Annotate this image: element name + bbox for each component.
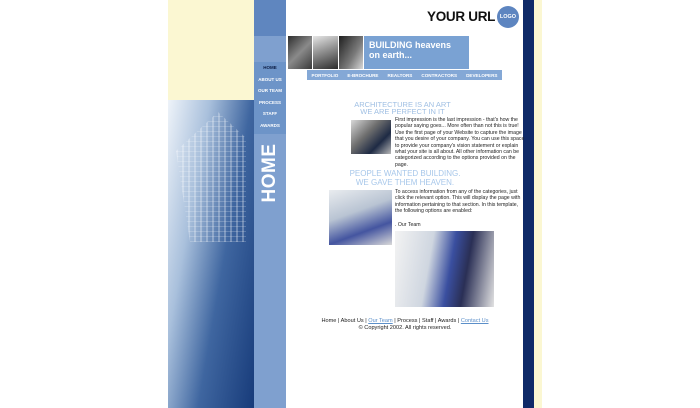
access-paragraph: To access information from any of the categories, just click the relevant option. This will display the page with information pertaining to that section. In this template, the following options are enabled: [395, 189, 521, 215]
meeting-photo [351, 120, 391, 154]
heading-line: ARCHITECTURE IS AN ART [354, 100, 451, 109]
sidebar-item-about-us[interactable]: ABOUT US [258, 76, 282, 82]
footer [300, 318, 510, 332]
heading-line: WE ARE PERFECT IN IT [360, 107, 445, 116]
footer-link-home[interactable]: Home [321, 318, 337, 324]
tab-contractors[interactable]: CONTRACTORS [421, 72, 458, 78]
sidebar-item-staff[interactable]: STAFF [262, 111, 278, 116]
tab-developers[interactable]: DEVELOPERS [466, 72, 498, 78]
footer-link-our-team[interactable]: Our Team [368, 318, 393, 324]
tab-realtors[interactable]: REALTORS [387, 72, 413, 78]
banner-tagline [369, 40, 469, 60]
header-photo-strip [288, 36, 364, 69]
sidebar-top-block [254, 0, 286, 36]
sidebar-item-process[interactable]: PROCESS [258, 99, 281, 105]
heading-line: WE GAVE THEM HEAVEN. [355, 177, 455, 187]
vertical-page-title [256, 140, 284, 206]
sidebar-item-our-team[interactable]: OUR TEAM [258, 88, 282, 93]
top-nav-tabs [307, 70, 502, 80]
vertical-page-title-text: HOME [259, 143, 280, 203]
site-logo-text[interactable]: YOUR URL [427, 9, 496, 24]
tab-portfolio[interactable]: PORTFOLIO [311, 72, 339, 78]
tab-e-brochure[interactable]: E-BROCHURE [347, 72, 379, 78]
header-photo [288, 36, 313, 69]
footer-link-awards[interactable]: Awards [437, 318, 457, 324]
header-photo [339, 36, 364, 69]
hallway-photo [395, 231, 494, 307]
sidebar-menu [254, 62, 286, 134]
footer-link-staff[interactable]: Staff [422, 318, 434, 324]
footer-link-contact-us[interactable]: Contact Us [460, 318, 489, 324]
banner-line-1: BUILDING heavens [369, 40, 452, 50]
header-photo [313, 36, 338, 69]
lobby-photo [329, 190, 392, 245]
banner-line-2: on earth... [369, 50, 413, 60]
copyright-text: © Copyright 2002. All rights reserved. [358, 325, 452, 331]
sidebar-item-awards[interactable]: AWARDS [260, 122, 280, 128]
sidebar-item-home[interactable]: HOME [263, 65, 277, 70]
right-cream-stripe [534, 0, 542, 408]
section-heading-architecture [330, 101, 475, 115]
logo-badge[interactable]: LOGO [497, 6, 519, 28]
team-link-label[interactable]: . Our Team [395, 222, 421, 228]
footer-link-about-us[interactable]: About Us [340, 318, 364, 324]
intro-paragraph: First impression is the last impression - that's how the popular saying goes... More often than not this is true! Use the first page of your Website to capture the image that you desire of your company. You can use this space to provide your company's vision statement or explain what your site is all about. All other information can be categorized according to the options provided on the page. [395, 117, 525, 168]
footer-links: Home | About Us | Our Team | Process | Staff | Awards | Contact Us [321, 318, 489, 324]
heading-line: PEOPLE WANTED BUILDING. [349, 169, 461, 178]
footer-link-process[interactable]: Process [397, 318, 418, 324]
section-heading-people [345, 170, 465, 187]
